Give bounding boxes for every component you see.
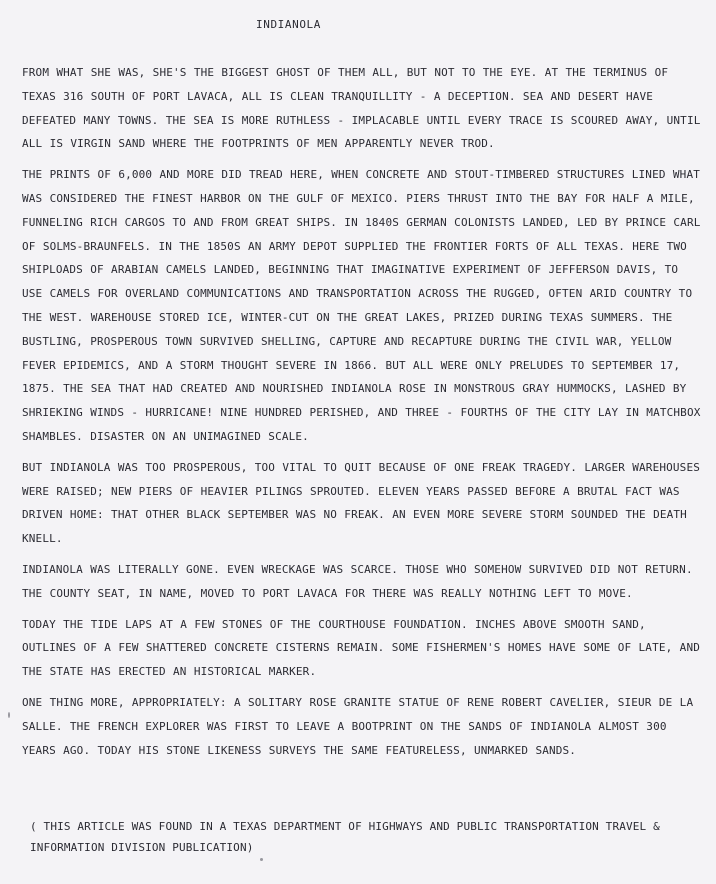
document-title: INDIANOLA: [256, 18, 322, 31]
paragraph-3: BUT INDIANOLA WAS TOO PROSPEROUS, TOO VITAL TO QUIT BECAUSE OF ONE FREAK TRAGEDY. LARGER WAREHOUSES WERE RAISED; NEW PIERS OF HEAVIER PILINGS SPROUTED. ELEVEN YEARS PASSED BEFORE A BRUTAL FACT WAS DRIVEN HOME: THAT OTHER BLACK SEPTEMBER WAS NO FREAK. AN EVEN MORE SEVERE STORM SOUNDED THE DEATH KNELL.: [22, 460, 700, 546]
paragraph-4: INDIANOLA WAS LITERALLY GONE. EVEN WRECKAGE WAS SCARCE. THOSE WHO SOMEHOW SURVIVED DID NOT RETURN. THE COUNTY SEAT, IN NAME, MOVED TO PORT LAVACA FOR THERE WAS REALLY NOTHING LEFT TO MOVE.: [22, 562, 693, 600]
paragraph-5: TODAY THE TIDE LAPS AT A FEW STONES OF THE COURTHOUSE FOUNDATION. INCHES ABOVE SMOOTH SAND, OUTLINES OF A FEW SHATTERED CONCRETE CISTERNS REMAIN. SOME FISHERMEN'S HOMES HAVE SOME OF LATE, AND THE STATE HAS ERECTED AN HISTORICAL MARKER.: [22, 617, 700, 679]
ink-speck: [8, 712, 10, 718]
paragraph-2: THE PRINTS OF 6,000 AND MORE DID TREAD HERE, WHEN CONCRETE AND STOUT-TIMBERED STRUCTURES LINED WHAT WAS CONSIDERED THE FINEST HARBOR ON THE GULF OF MEXICO. PIERS THRUST INTO THE BAY FOR HALF A MILE, FUNNELING RICH CARGOS TO AND FROM GREAT SHIPS. IN 1840S GERMAN COLONISTS LANDED, LED BY PRINCE CARL OF SOLMS-BRAUNFELS. IN THE 1850S AN ARMY DEPOT SUPPLIED THE FRONTIER FORTS OF ALL TEXAS. HERE TWO SHIPLOADS OF ARABIAN CAMELS LANDED, BEGINNING THAT IMAGINATIVE EXPERIMENT OF JEFFERSON DAVIS, TO USE CAMELS FOR OVERLAND COMMUNICATIONS AND TRANSPORTATION ACROSS THE RUGGED, OFTEN ARID COUNTRY TO THE WEST. WAREHOUSE STORED ICE, WINTER-CUT ON THE GREAT LAKES, PRIZED DURING TEXAS SUMMERS. THE BUSTLING, PROSPEROUS TOWN SURVIVED SHELLING, CAPTURE AND RECAPTURE DURING THE CIVIL WAR, YELLOW FEVER EPIDEMICS, AND A STORM THOUGHT SEVERE IN 1866. BUT ALL WERE ONLY PRELUDES TO SEPTEMBER 17, 1875. THE SEA THAT HAD CREATED AND NOURISHED INDIANOLA ROSE IN MONSTROUS GRAY HUMMOCKS, LASHED BY SHRIEKING WINDS - HURRICANE! NINE HUNDRED PERISHED, AND THREE - FOURTHS OF THE CITY LAY IN MATCHBOX SHAMBLES. DISASTER ON AN UNIMAGINED SCALE.: [22, 168, 701, 443]
paragraph-6: ONE THING MORE, APPROPRIATELY: A SOLITARY ROSE GRANITE STATUE OF RENE ROBERT CAVELIER, SIEUR DE LA SALLE. THE FRENCH EXPLORER WAS FIRST TO LEAVE A BOOTPRINT ON THE SANDS OF INDIANOLA ALMOST 300 YEARS AGO. TODAY HIS STONE LIKENESS SURVEYS THE SAME FEATURELESS, UNMARKED SANDS.: [22, 695, 694, 757]
source-note: ( THIS ARTICLE WAS FOUND IN A TEXAS DEPARTMENT OF HIGHWAYS AND PUBLIC TRANSPORTATION TRAVEL & INFORMATION DIVISION PUBLICATION): [30, 820, 660, 854]
ink-speck: [260, 858, 263, 861]
article-body: [22, 61, 702, 769]
paragraph-1: FROM WHAT SHE WAS, SHE'S THE BIGGEST GHOST OF THEM ALL, BUT NOT TO THE EYE. AT THE TERMINUS OF TEXAS 316 SOUTH OF PORT LAVACA, ALL IS CLEAN TRANQUILLITY - A DECEPTION. SEA AND DESERT HAVE DEFEATED MANY TOWNS. THE SEA IS MORE RUTHLESS - IMPLACABLE UNTIL EVERY TRACE IS SCOURED AWAY, UNTIL ALL IS VIRGIN SAND WHERE THE FOOTPRINTS OF MEN APPARENTLY NEVER TROD.: [22, 66, 701, 151]
